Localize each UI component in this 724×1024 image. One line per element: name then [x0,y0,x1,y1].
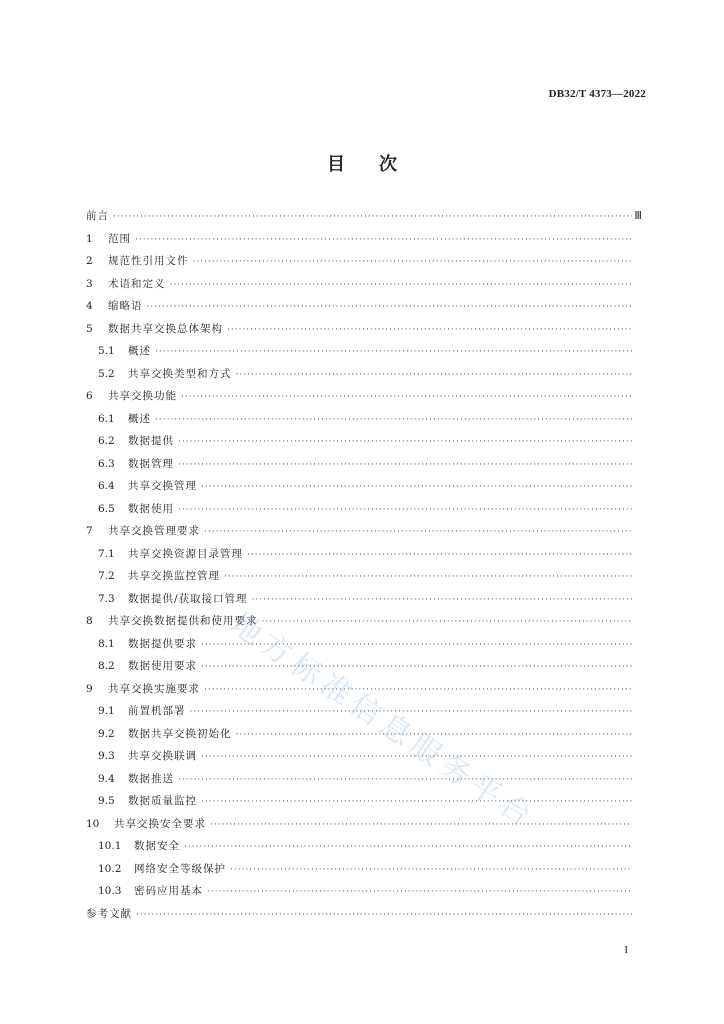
toc-entry-number: 9.1 [98,705,115,717]
toc-entry-text: 数据质量监控 [128,795,197,807]
toc-entry-text: 共享交换联调 [128,750,197,762]
toc-entry-number: 9 [86,682,93,695]
toc-entry-text: 共享交换监控管理 [128,570,220,582]
toc-dot-leader [262,611,633,634]
toc-entry-9-1[interactable] [86,700,642,723]
toc-entry-7-3[interactable] [86,588,642,611]
document-code: DB32/T 4373—2022 [548,88,646,100]
toc-dot-leader [155,409,632,432]
toc-dot-leader [236,364,633,387]
toc-entry-text: 术语和定义 [108,277,166,290]
toc-entry-number: 10.1 [98,840,122,852]
toc-entry-number: 6.4 [98,480,115,492]
toc-entry-text: 数据共享交换总体架构 [108,322,223,335]
toc-dot-leader [170,274,633,297]
toc-entry-6[interactable] [86,385,642,408]
toc-dot-leader [252,589,632,612]
toc-entry-number: 3 [86,277,93,290]
toc-entry-number: 9.4 [98,772,115,785]
toc-entry-text: 规范性引用文件 [108,255,189,267]
toc-dot-leader [201,746,632,769]
toc-entry-7-1[interactable] [86,543,642,566]
table-of-contents [86,205,642,925]
toc-entry-text: 共享交换数据提供和使用要求 [108,615,258,627]
toc-entry-9-4[interactable] [86,768,642,791]
toc-entry-2[interactable] [86,250,642,273]
toc-dot-leader [224,566,632,589]
toc-entry-8-1[interactable] [86,633,642,656]
toc-dot-leader [247,544,632,567]
toc-entry-7-2[interactable] [86,565,642,588]
toc-entry-number: 10 [86,817,100,830]
toc-entry-text: 共享交换功能 [108,390,177,402]
toc-entry-9-2[interactable] [86,723,642,746]
toc-entry-number: 8 [86,615,93,627]
page-title [0,150,724,176]
toc-dot-leader [178,431,632,454]
toc-entry-number: 2 [86,255,93,267]
toc-dot-leader [230,859,632,882]
toc-entry-9[interactable] [86,678,642,701]
toc-entry-text: 数据共享交换初始化 [128,727,232,740]
toc-dot-leader [181,386,632,409]
toc-entry-number: 5.1 [98,345,115,357]
toc-dot-leader [178,499,632,522]
toc-entry-number: 6.2 [98,435,115,447]
toc-entry-text: 数据提供/获取接口管理 [128,592,248,605]
toc-entry-number: 7.2 [98,570,115,582]
toc-entry-text: 前置机部署 [128,705,186,717]
toc-entry-text: 共享交换安全要求 [114,817,206,830]
toc-entry-number: 9.3 [98,750,115,762]
toc-entry-number: 9.5 [98,795,115,807]
toc-entry-text: 数据提供要求 [128,637,197,650]
toc-entry-10[interactable] [86,813,642,836]
toc-dot-leader [190,701,633,724]
toc-entry-text: 数据使用要求 [128,660,197,672]
toc-entry-number: 6.1 [98,412,115,425]
page-number: I [624,944,628,956]
toc-dot-leader [147,296,633,319]
toc-entry-6-3[interactable] [86,453,642,476]
toc-entry-text: 数据使用 [128,502,174,515]
toc-entry-8-2[interactable] [86,655,642,678]
toc-entry-text: 缩略语 [108,300,143,312]
toc-entry-6-2[interactable] [86,430,642,453]
toc-entry-text: 数据管理 [128,457,174,470]
toc-entry-text: 共享交换实施要求 [108,682,200,695]
toc-entry-text: 概述 [128,345,151,357]
toc-entry-number: 8.1 [98,637,115,650]
toc-entry-9-3[interactable] [86,745,642,768]
toc-entry-3[interactable] [86,273,642,296]
toc-entry-number: 6.3 [98,457,115,470]
toc-dot-leader [178,454,632,477]
toc-entry-5-2[interactable] [86,363,642,386]
toc-entry-number: 1 [86,232,93,245]
watermark: 地方标准信息服务平台 [223,606,542,837]
toc-entry-7[interactable] [86,520,642,543]
toc-entry-text: 前言 [86,210,109,222]
toc-entry-5[interactable] [86,318,642,341]
toc-entry-number: 8.2 [98,660,115,672]
toc-dot-leader [201,791,632,814]
toc-dot-leader [184,836,632,859]
toc-entry-1[interactable] [86,228,642,251]
toc-entry-5-1[interactable] [86,340,642,363]
toc-entry-number: 5 [86,322,93,335]
toc-entry-10-3[interactable] [86,880,642,903]
toc-entry-text: 共享交换类型和方式 [128,367,232,380]
title-char-1: 目 [327,154,345,175]
toc-entry-number: 7.1 [98,547,115,560]
toc-dot-leader [155,341,632,364]
toc-dot-leader [210,814,632,837]
toc-entry-number: 6.5 [98,502,115,515]
toc-entry-number: 6 [86,390,93,402]
toc-entry-number: 10.2 [98,862,122,875]
toc-dot-leader [201,656,632,679]
toc-entry-6-5[interactable] [86,498,642,521]
toc-entry-foreword[interactable] [86,205,642,228]
toc-dot-leader [201,476,632,499]
toc-entry-text: 数据提供 [128,435,174,447]
toc-entry-9-5[interactable] [86,790,642,813]
toc-dot-leader [178,769,632,792]
toc-entry-number: 7.3 [98,592,115,605]
toc-entry-10-2[interactable] [86,858,642,881]
toc-entry-number: 4 [86,300,93,312]
toc-entry-text: 范围 [108,232,131,245]
toc-entry-page: Ⅲ [634,209,642,222]
title-char-2: 次 [379,154,397,175]
toc-entry-number: 7 [86,525,93,537]
toc-dot-leader [193,251,633,274]
toc-entry-text: 网络安全等级保护 [134,862,226,875]
toc-dot-leader [204,679,632,702]
toc-entry-text: 数据安全 [134,840,180,852]
toc-entry-number: 9.2 [98,727,115,740]
toc-entry-text: 共享交换管理要求 [108,525,200,537]
toc-dot-leader [201,634,632,657]
toc-entry-text: 概述 [128,412,151,425]
toc-entry-text: 参考文献 [86,907,132,920]
toc-entry-10-1[interactable] [86,835,642,858]
toc-dot-leader [227,319,632,342]
toc-entry-6-1[interactable] [86,408,642,431]
toc-entry-6-4[interactable] [86,475,642,498]
toc-dot-leader [204,521,632,544]
toc-entry-8[interactable] [86,610,642,633]
toc-dot-leader [113,206,632,229]
toc-entry-text: 共享交换资源目录管理 [128,547,243,560]
toc-dot-leader [236,724,633,747]
toc-entry-references[interactable] [86,903,642,926]
toc-entry-text: 共享交换管理 [128,480,197,492]
toc-entry-text: 密码应用基本 [134,885,203,897]
toc-entry-4[interactable] [86,295,642,318]
toc-entry-text: 数据推送 [128,772,174,785]
toc-dot-leader [135,229,632,252]
toc-dot-leader [136,904,632,927]
toc-entry-number: 5.2 [98,367,115,380]
toc-dot-leader [207,881,632,904]
toc-entry-number: 10.3 [98,885,122,897]
